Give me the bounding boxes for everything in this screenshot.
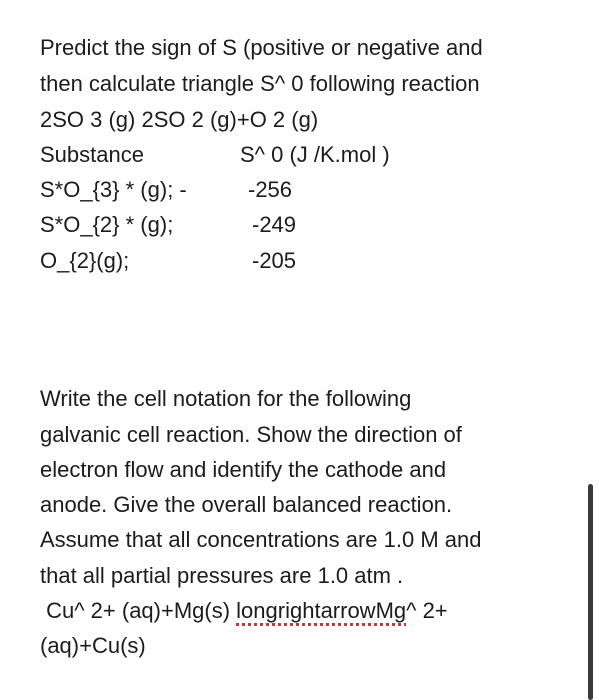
- table-header: [40, 140, 420, 170]
- row-substance: O_{2}(g);: [40, 248, 130, 273]
- table-row: [40, 175, 420, 205]
- row-substance: S*O_{3} * (g); -: [40, 177, 187, 202]
- q2-line-2: galvanic cell reaction. Show the direction of: [40, 422, 462, 447]
- q1-line-1: Predict the sign of S (positive or negative and: [40, 35, 483, 60]
- header-substance: Substance: [40, 142, 144, 167]
- q1-reaction: 2SO 3 (g) 2SO 2 (g)+O 2 (g): [40, 107, 319, 132]
- q2-line-3: electron flow and identify the cathode and: [40, 457, 447, 482]
- reaction-prefix: Cu^ 2+ (aq)+Mg(s): [40, 598, 237, 623]
- q2-line-4: anode. Give the overall balanced reaction.: [40, 492, 453, 517]
- table-row: [40, 246, 420, 276]
- vertical-scrollbar[interactable]: [588, 484, 593, 700]
- q2-line-6: that all partial pressures are 1.0 atm .: [40, 563, 404, 588]
- reaction-suffix: ^ 2+: [406, 598, 448, 623]
- table-row: [40, 210, 420, 240]
- row-value: -256: [248, 177, 293, 202]
- q2-line-1: Write the cell notation for the following: [40, 386, 412, 411]
- row-substance: S*O_{2} * (g);: [40, 212, 174, 237]
- q1-line-2: then calculate triangle S^ 0 following reaction: [40, 71, 480, 96]
- q2-reaction-line: [40, 596, 448, 626]
- q2-line-5: Assume that all concentrations are 1.0 M and: [40, 527, 482, 552]
- misspelled-word[interactable]: longrightarrowMg: [236, 598, 407, 623]
- row-value: -205: [252, 248, 297, 273]
- q2-reaction-line-2: (aq)+Cu(s): [40, 633, 146, 658]
- header-entropy: S^ 0 (J /K.mol ): [240, 142, 390, 167]
- row-value: -249: [252, 212, 297, 237]
